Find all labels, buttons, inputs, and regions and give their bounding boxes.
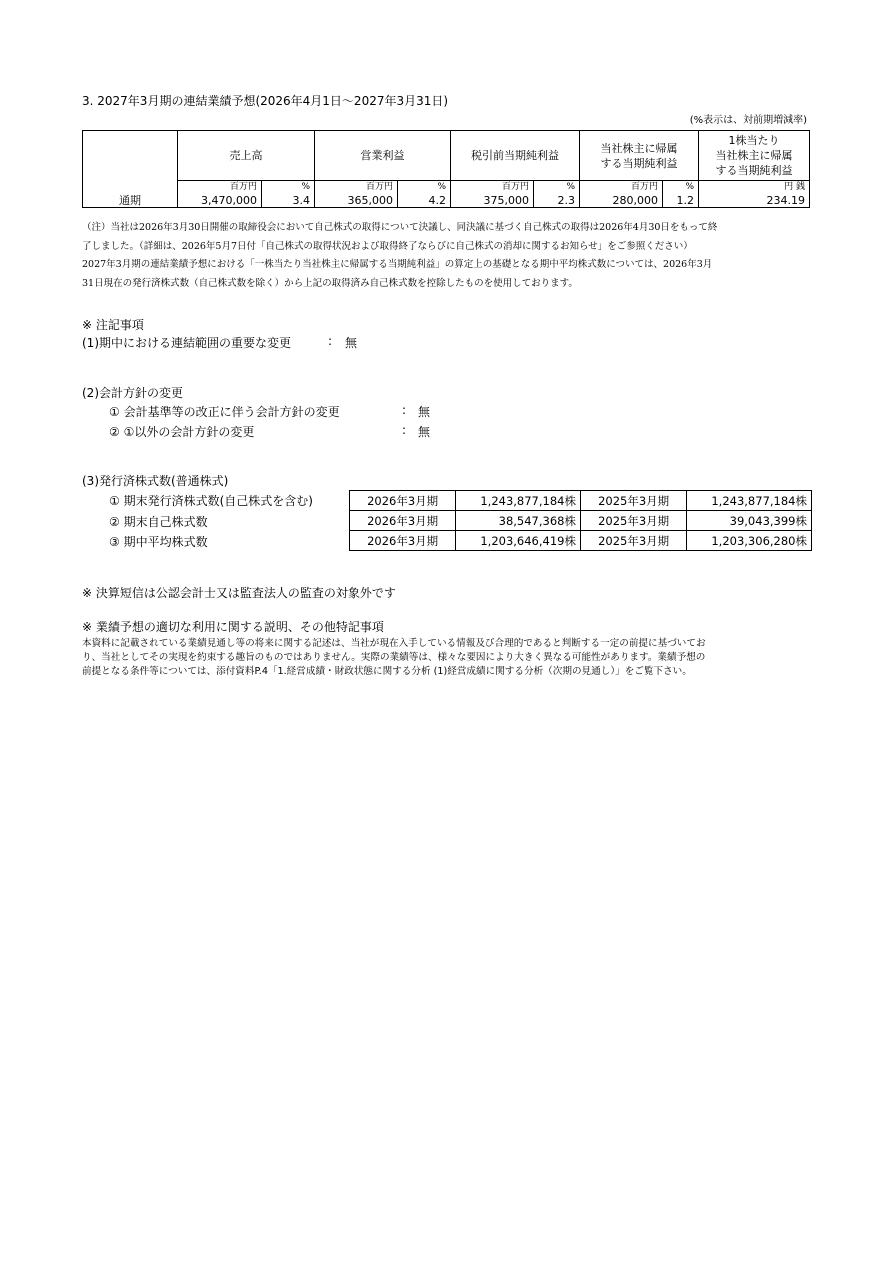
value-eps: 234.19: [699, 194, 810, 208]
unit-pct: %: [262, 181, 315, 195]
unit-pct: %: [534, 181, 580, 195]
shares-value: 1,243,877,184株: [456, 491, 581, 511]
shares-value: 39,043,399株: [687, 511, 812, 531]
value-pretax: 375,000: [451, 194, 534, 208]
item1-value: 無: [345, 336, 358, 350]
disclaimer-line: 本資料に記載されている業績見通し等の将来に関する記述は、当社が現在入手している情報及び合理的であると判断する一定の前提に基づいてお: [82, 638, 706, 649]
unit-million: 百万円: [178, 181, 262, 195]
shares-value: 1,243,877,184株: [687, 491, 812, 511]
unit-million: 百万円: [580, 181, 663, 195]
shares-period: 2026年3月期: [350, 531, 456, 551]
shares-value: 38,547,368株: [456, 511, 581, 531]
header-sales: 売上高: [178, 131, 315, 181]
item3-label: (3)発行済株式数(普通株式): [82, 474, 229, 488]
forecast-usage-heading: ※ 業績予想の適切な利用に関する説明、その他特記事項: [82, 620, 384, 634]
disclaimer-paragraph: [82, 637, 817, 679]
value-net-pct: 1.2: [663, 194, 699, 208]
shares-row3-label: ③ 期中平均株式数: [109, 535, 208, 549]
header-pretax-income: 税引前当期純利益: [451, 131, 580, 181]
header-eps-line2: 当社株主に帰属: [715, 149, 793, 162]
footnote-line: 31日現在の発行済株式数（自己株式数を除く）から上記の取得済み自己株式数を控除したものを使用しております。: [82, 277, 578, 289]
footnote-line: 2027年3月期の連結業績予想における「一株当たり当社株主に帰属する当期純利益」の算定上の基礎となる期中平均株式数については、2026年3月: [82, 259, 713, 270]
disclaimer-line: 前提となる条件等については、添付資料P.4「1.経営成績・財政状態に関する分析 (1)経営成績に関する分析（次期の見通し）」をご覧下さい。: [82, 666, 692, 677]
item2-sub1-value: 無: [418, 405, 431, 419]
shares-period: 2025年3月期: [580, 511, 686, 531]
shares-period: 2025年3月期: [580, 531, 686, 551]
row-label-full-year: 通期: [83, 194, 178, 208]
audit-note: ※ 決算短信は公認会計士又は監査法人の監査の対象外です: [82, 586, 396, 600]
shares-period: 2025年3月期: [580, 491, 686, 511]
unit-pct: %: [398, 181, 451, 195]
item2-sub1-sep: :: [402, 403, 407, 417]
unit-blank-cell: [83, 181, 178, 195]
forecast-footnote: [82, 219, 822, 293]
item2-sub1-label: ① 会計基準等の改正に伴う会計方針の変更: [109, 405, 340, 419]
header-net-income-line2: する当期純利益: [600, 156, 678, 170]
section-title: 3. 2027年3月期の連結業績予想(2026年4月1日～2027年3月31日): [82, 94, 449, 108]
value-pretax-pct: 2.3: [534, 194, 580, 208]
shares-value: 1,203,646,419株: [456, 531, 581, 551]
value-net-income: 280,000: [580, 194, 663, 208]
footnote-line: （注）当社は2026年3月30日開催の取締役会において自己株式の取得について決議し、同決議に基づく自己株式の取得は2026年4月30日をもって終: [82, 222, 718, 233]
disclaimer-line: り、当社としてその実現を約束する趣旨のものではありません。実際の業績等は、様々な要因により大きく異なる可能性があります。業績予想の: [82, 652, 706, 663]
header-blank-cell: [83, 131, 178, 181]
shares-period: 2026年3月期: [350, 511, 456, 531]
item1-label: (1)期中における連結範囲の重要な変更: [82, 336, 291, 350]
unit-pct: %: [663, 181, 699, 195]
shares-table: [349, 490, 812, 551]
footnote-line: 了しました。（詳細は、2026年5月7日付「自己株式の取得状況および取得終了ならびに自己株式の消却に関するお知らせ」をご参照ください）: [82, 240, 693, 252]
notes-heading: ※ 注記事項: [82, 318, 144, 332]
value-sales: 3,470,000: [178, 194, 262, 208]
header-net-income-line1: 当社株主に帰属: [600, 141, 678, 155]
header-net-income: [580, 131, 699, 181]
unit-million: 百万円: [451, 181, 534, 195]
header-eps: [699, 131, 810, 181]
shares-value: 1,203,306,280株: [687, 531, 812, 551]
header-eps-line3: する当期純利益: [715, 164, 793, 177]
value-operating-pct: 4.2: [398, 194, 451, 208]
unit-million: 百万円: [315, 181, 398, 195]
shares-period: 2026年3月期: [350, 491, 456, 511]
item2-sub2-value: 無: [418, 425, 431, 439]
item2-sub2-label: ② ①以外の会計方針の変更: [109, 425, 255, 439]
percent-note: (%表示は、対前期増減率): [689, 115, 807, 126]
item2-label: (2)会計方針の変更: [82, 386, 183, 400]
value-operating-income: 365,000: [315, 194, 398, 208]
header-operating-income: 営業利益: [315, 131, 451, 181]
header-eps-line1: 1株当たり: [728, 134, 780, 147]
item2-sub2-sep: :: [402, 423, 407, 437]
forecast-table: [82, 130, 810, 208]
value-sales-pct: 3.4: [262, 194, 315, 208]
shares-row2-label: ② 期末自己株式数: [109, 515, 208, 529]
shares-row1-label: ① 期末発行済株式数(自己株式を含む): [109, 494, 313, 508]
unit-yen: 円 銭: [699, 181, 810, 195]
item1-sep: :: [328, 334, 333, 348]
